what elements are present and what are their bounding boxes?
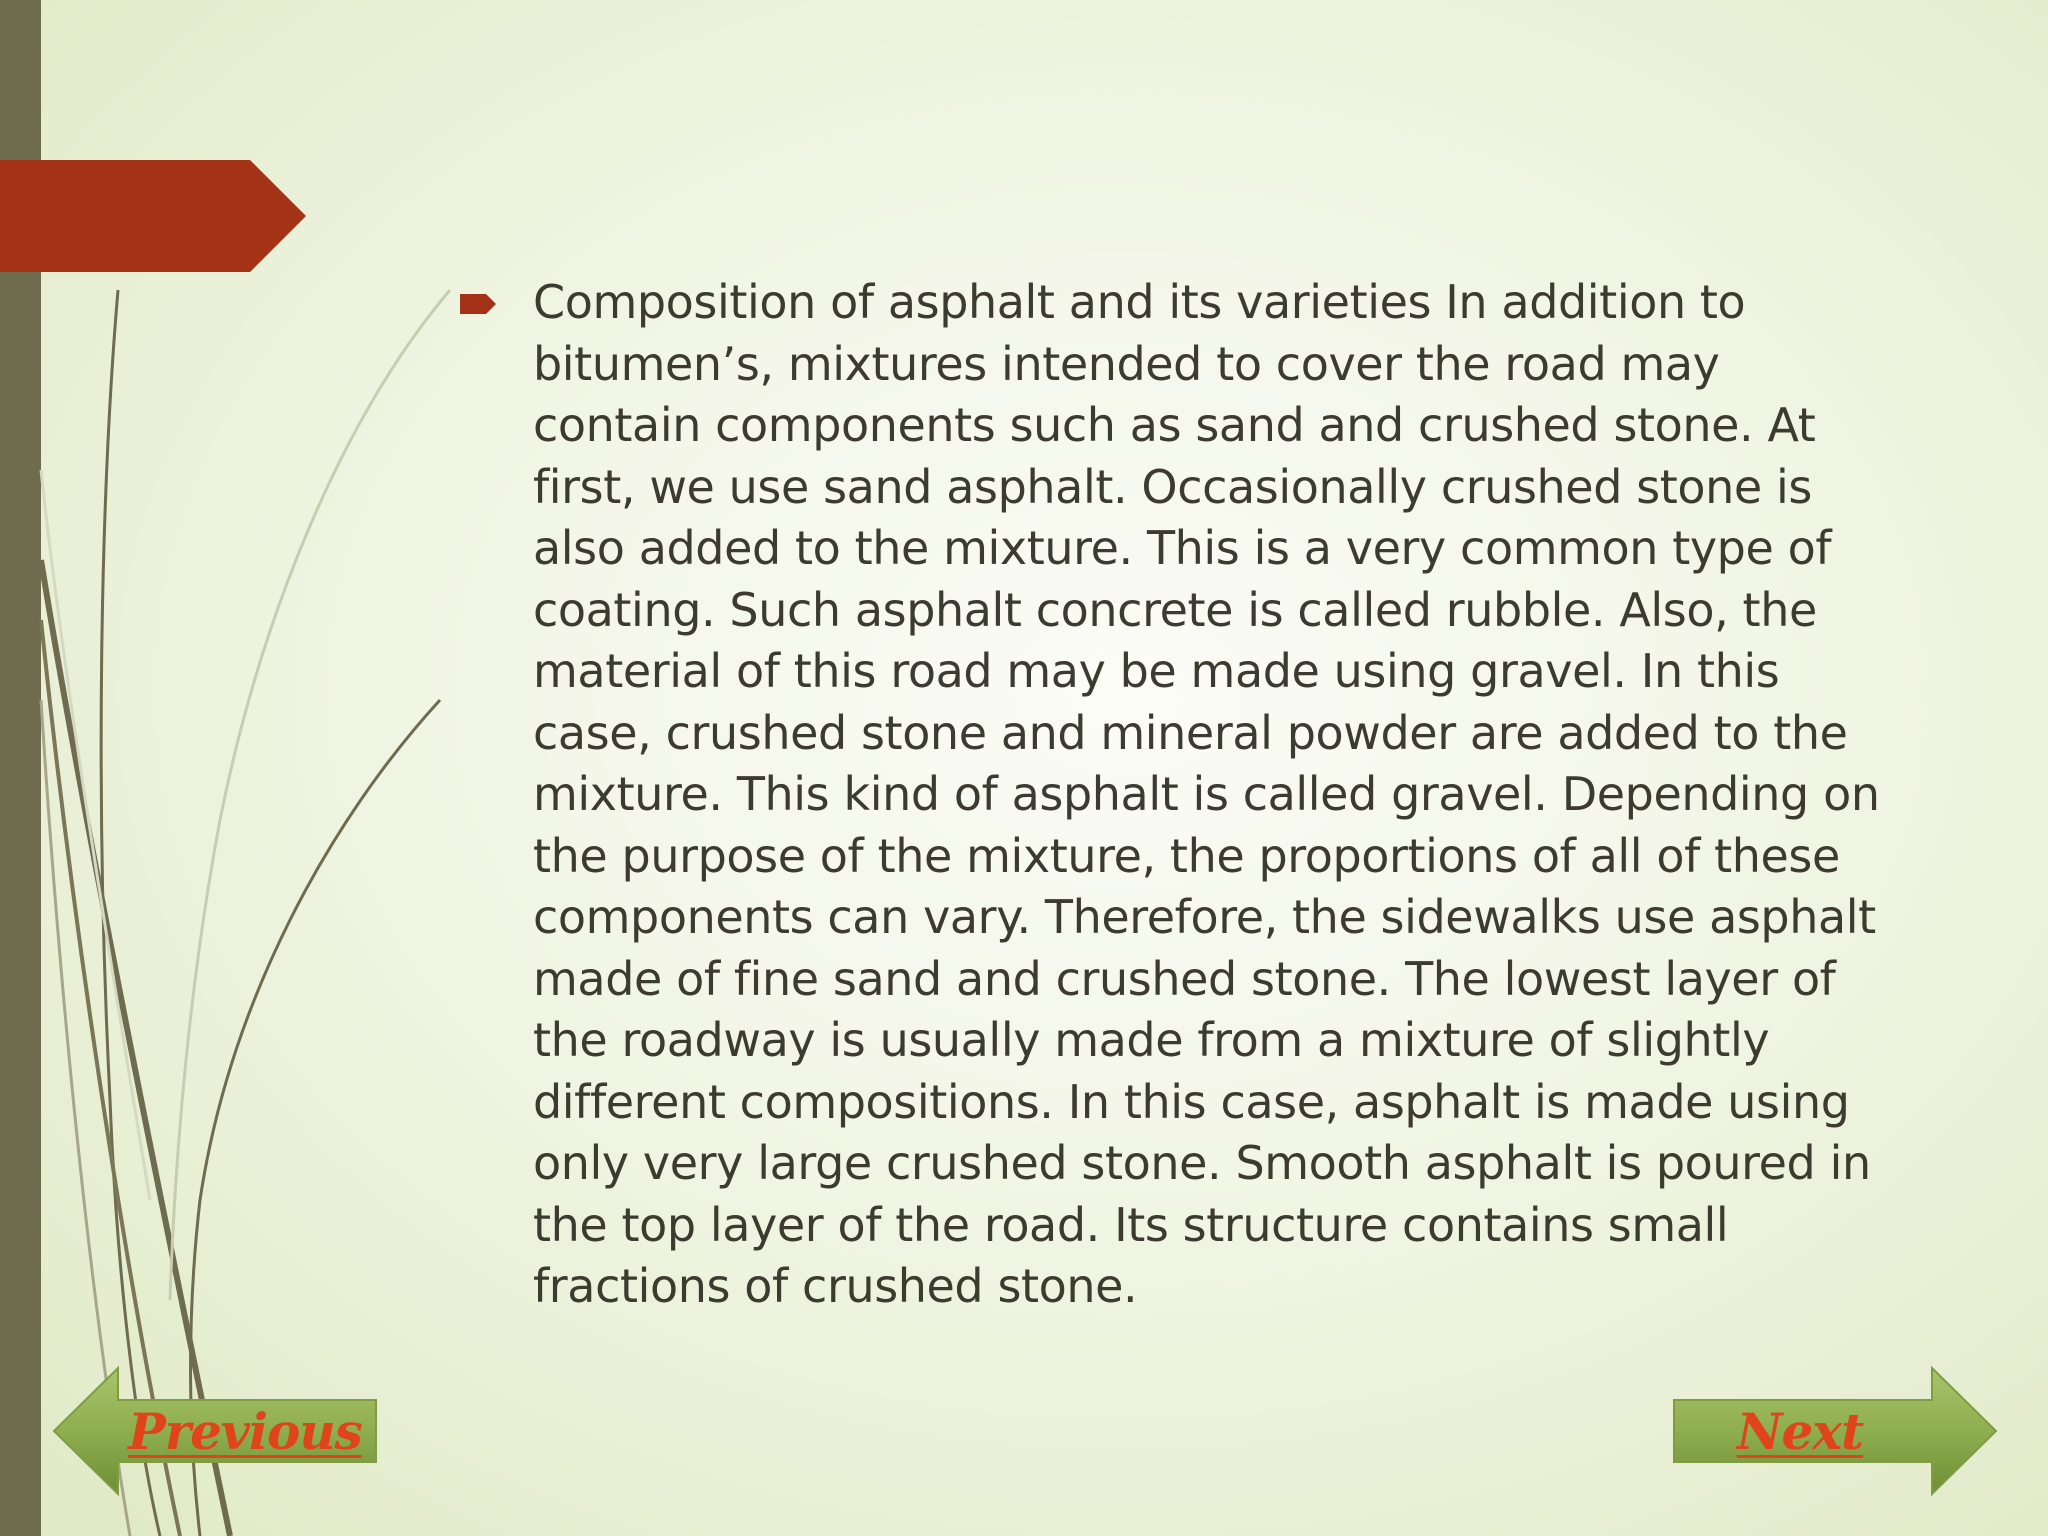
bullet-item xyxy=(460,272,1900,1318)
title-banner-tab xyxy=(0,160,306,272)
arrow-bullet-icon xyxy=(460,294,496,314)
next-button[interactable] xyxy=(1670,1364,2000,1498)
slide-content xyxy=(460,272,1900,1318)
bullet-text: Composition of asphalt and its varieties In addition to bitumen’s, mixtures intended to cover the road may contain components such as sand and crushed stone. At first, we use sand asphalt. Occasionally crushed stone is also added to the mixture. This is a very common type of coating. Such asphalt concrete is called rubble. Also, the material of this road may be made using gravel. In this case, crushed stone and mineral powder are added to the mixture. This kind of asphalt is called gravel. Depending on the purpose of the mixture, the proportions of all of these components can vary. Therefore, the sidewalks use asphalt made of fine sand and crushed stone. The lowest layer of the roadway is usually made from a mixture of slightly different compositions. In this case, asphalt is made using only very large crushed stone. Smooth asphalt is poured in the top layer of the road. Its structure contains small fractions of crushed stone. xyxy=(533,275,1880,1313)
next-label[interactable]: Next xyxy=(1736,1401,1864,1461)
previous-button[interactable] xyxy=(50,1364,380,1498)
previous-label[interactable]: Previous xyxy=(128,1401,362,1461)
